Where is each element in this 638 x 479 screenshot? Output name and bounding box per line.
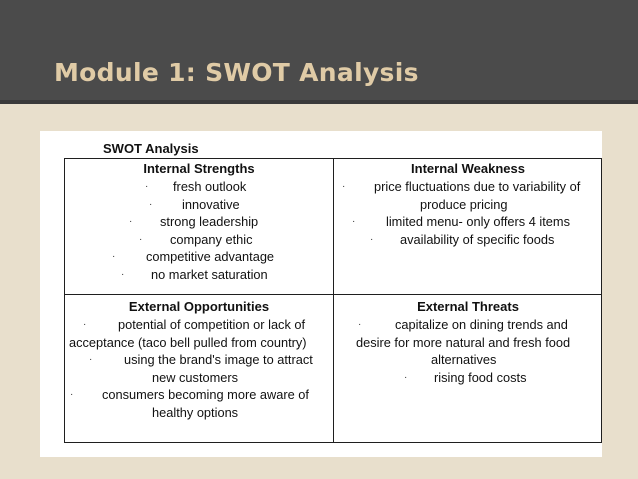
bullet-marker: · [404,371,408,383]
bullet-marker: · [70,389,74,400]
bullet-marker: · [121,268,125,280]
list-item: · consumers becoming more aware of [70,387,309,402]
list-item: · rising food costs [404,369,527,385]
slide-title: Module 1: SWOT Analysis [54,58,419,87]
list-item: acceptance (taco bell pulled from country) [69,334,307,350]
bullet-marker: · [145,181,149,192]
list-item: · limited menu- only offers 4 items [352,214,570,229]
bullet-marker: · [352,216,356,227]
strengths-quadrant [65,160,333,283]
list-item: produce pricing [420,196,508,212]
list-item: · potential of competition or lack of [83,317,306,332]
list-item: desire for more natural and fresh food [356,334,571,350]
bullet-marker: · [358,319,362,330]
list-item: alternatives [431,352,497,367]
table-divider-horizontal [65,294,601,295]
bullet-marker: · [139,233,143,245]
list-item: · strong leadership [129,214,259,229]
threats-quadrant [334,298,602,386]
bullet-marker: · [370,233,374,245]
list-item: · fresh outlook [145,179,247,194]
bullet-marker: · [129,216,133,227]
strengths-title: Internal Strengths [143,161,255,176]
list-item: · capitalize on dining trends and [358,317,568,332]
slide-header [0,0,638,104]
list-item: · availability of specific foods [370,231,555,247]
opportunities-title: External Opportunities [128,299,270,314]
bullet-marker: · [112,251,116,262]
list-item: · using the brand's image to attract [89,352,313,367]
opportunities-quadrant [65,298,333,421]
bullet-marker: · [342,181,346,192]
swot-table [64,158,602,443]
list-item: healthy options [152,404,239,420]
swot-heading: SWOT Analysis [103,141,199,156]
weakness-title: Internal Weakness [411,161,525,176]
bullet-marker: · [149,198,153,210]
bullet-marker: · [83,319,87,330]
list-item: · innovative [149,196,240,212]
threats-title: External Threats [417,299,519,314]
list-item: · no market saturation [121,266,268,282]
list-item: · competitive advantage [112,249,275,264]
swot-image [40,131,602,457]
list-item: new customers [152,369,239,385]
list-item: · price fluctuations due to variability of [342,179,581,194]
weakness-quadrant [334,160,602,248]
list-item: · company ethic [139,231,253,247]
bullet-marker: · [89,354,93,365]
